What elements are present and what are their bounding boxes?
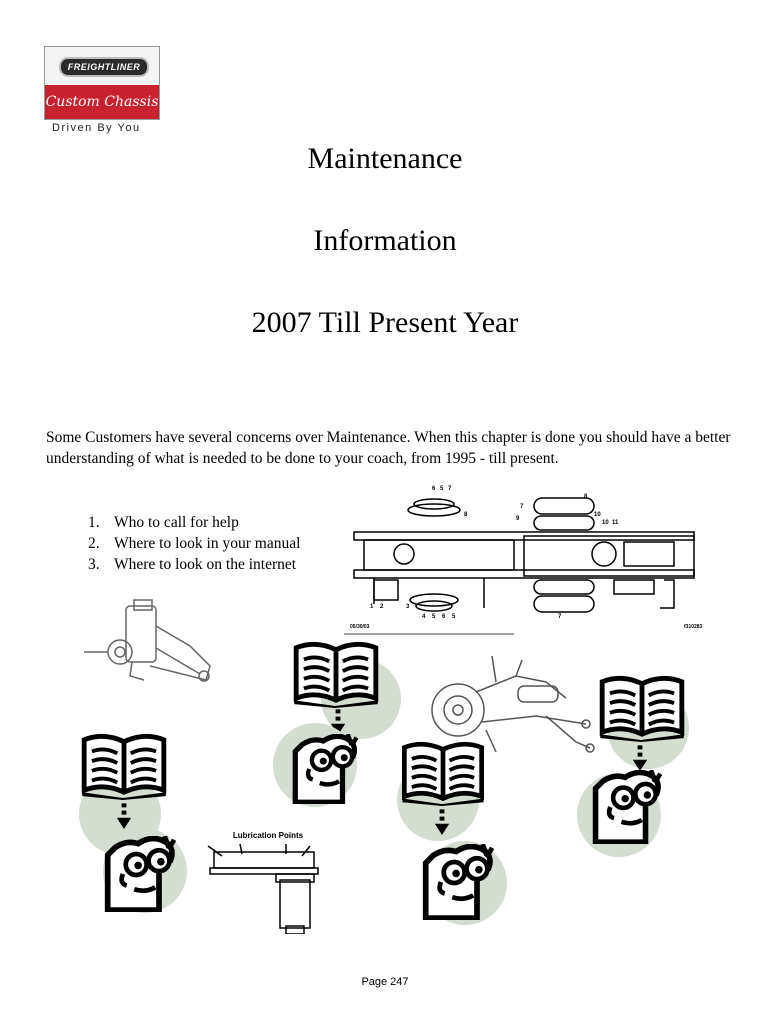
callout-label: 7 [558, 614, 562, 620]
arrow-down-icon [434, 808, 450, 838]
lubrication-points-illustration [206, 828, 330, 934]
book-reader-group-2 [76, 732, 196, 922]
callout-label: 7 [520, 504, 524, 510]
chassis-diagram [344, 480, 704, 640]
list-item [88, 533, 300, 554]
logo-tagline: Driven By You [52, 122, 141, 134]
reader-face-icon [290, 734, 360, 804]
title-line-1: Maintenance [307, 142, 463, 175]
list-item [88, 554, 300, 575]
callout-label: 5 [432, 614, 436, 620]
callout-label: 8 [464, 512, 468, 518]
help-list [88, 512, 300, 575]
callout-label: 6 [432, 486, 436, 492]
list-text: Where to look in your manual [114, 535, 301, 552]
callout-label: 3 [406, 604, 410, 610]
callout-label: 9 [516, 516, 520, 522]
callout-label: 11 [612, 520, 619, 526]
logo-brand: FREIGHTLINER [59, 57, 149, 77]
title-line-3: 2007 Till Present Year [251, 306, 519, 339]
front-axle-illustration [80, 596, 220, 688]
list-number: 1. [88, 514, 100, 531]
callout-label: 5 [440, 486, 444, 492]
lubrication-title: Lubrication Points [232, 831, 304, 840]
book-reader-group-4 [576, 672, 696, 862]
logo-sub-brand: Custom Chassis [45, 85, 159, 119]
open-book-icon [292, 640, 380, 708]
book-reader-group-3 [396, 740, 516, 930]
list-number: 2. [88, 535, 100, 552]
open-book-icon [598, 674, 686, 742]
diagram-code: f310283 [684, 624, 703, 630]
reader-face-icon [420, 844, 496, 920]
open-book-icon [400, 740, 486, 806]
book-reader-group-1 [290, 640, 400, 840]
diagram-code: 05/30/03 [350, 624, 370, 630]
callout-label: 2 [380, 604, 384, 610]
callout-label: 10 [594, 512, 601, 518]
callout-label: 5 [452, 614, 456, 620]
reader-face-icon [590, 770, 664, 844]
callout-label: 4 [422, 614, 426, 620]
title-line-2: Information [313, 224, 457, 257]
open-book-icon [80, 732, 168, 800]
callout-label: 10 [602, 520, 609, 526]
callout-label: 6 [442, 614, 446, 620]
list-text: Where to look on the internet [114, 556, 297, 573]
page-number: Page 247 [361, 976, 409, 988]
logo-top-panel [45, 47, 159, 85]
callout-label: 7 [448, 486, 452, 492]
reader-face-icon [102, 836, 178, 912]
list-number: 3. [88, 556, 100, 573]
callout-label: 8 [584, 494, 588, 500]
callout-label: 1 [370, 604, 374, 610]
intro-paragraph: Some Customers have several concerns over Maintenance. When this chapter is done you should have a better understanding of what is needed to be done to your coach, from 1995 - till present. [46, 429, 731, 467]
list-text: Who to call for help [114, 514, 239, 531]
list-item [88, 512, 300, 533]
freightliner-logo [44, 46, 160, 120]
